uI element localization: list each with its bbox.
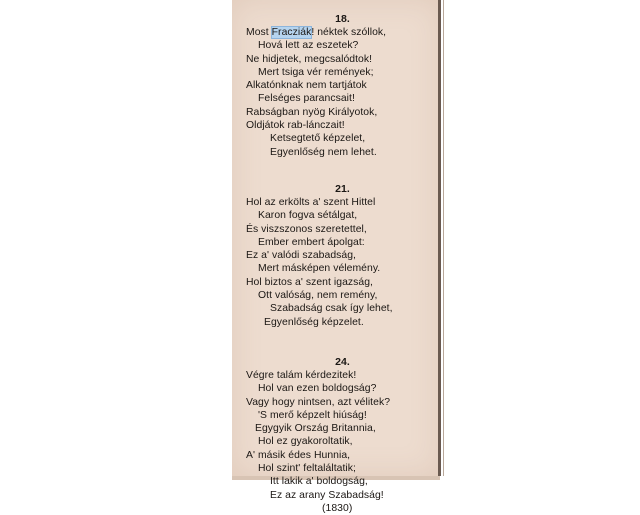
poem-line: Egyenlőség nem lehet. <box>270 146 377 158</box>
poem-line: Egygyik Ország Britannia, <box>255 423 376 435</box>
poem-line: Hol ez gyakoroltatik, <box>258 436 353 448</box>
line-text-before-highlight: Most <box>246 27 272 38</box>
poem-line: Hol van ezen boldogság? <box>258 383 377 395</box>
poem-line: Végre talám kérdezitek! <box>246 369 357 381</box>
poem-line: Mert tsiga vér remények; <box>258 66 374 78</box>
poem-line: Ott valóság, nem remény, <box>258 290 378 302</box>
poem-number: 18. <box>335 13 350 25</box>
poem-number: 24. <box>335 355 350 368</box>
poem-line: A' másik édes Hunnia, <box>246 449 351 461</box>
poem-line: Ez a' valódi szabadság, <box>246 250 356 262</box>
poem-year: (1830) <box>322 502 353 514</box>
poem-line: Egyenlőség képzelet. <box>264 316 364 328</box>
poem-line: Hol szint' feltaláltatik; <box>258 463 356 475</box>
poem-column <box>246 12 431 515</box>
poem-line: Alkatónknak nem tartjátok <box>246 80 367 92</box>
poem-line: Karon fogva sétálgat, <box>258 210 358 222</box>
poem-line: Mert másképen vélemény. <box>258 263 381 275</box>
poem-line: Hol az erkölts a' szent Hittel <box>246 196 376 208</box>
poem-line: Szabadság csak így lehet, <box>270 303 393 315</box>
poem-line: Hová lett az eszetek? <box>258 40 359 52</box>
poem-line <box>246 26 431 39</box>
page-margin-rule-thin <box>443 0 444 476</box>
poem-line: 'S merő képzelt hiúság! <box>258 409 367 421</box>
poem-line: Rabságban nyög Királyotok, <box>246 106 378 118</box>
poem-number: 21. <box>335 182 350 195</box>
poem-18 <box>246 12 431 159</box>
poem-line: Ne hidjetek, megcsalódtok! <box>246 53 373 65</box>
highlighted-word[interactable]: Fracziák <box>271 27 312 38</box>
poem-line: És viszszonos szeretettel, <box>246 223 367 235</box>
poem-line: Vagy hogy nintsen, azt vélitek? <box>246 396 391 408</box>
poem-line: Ember embert ápolgat: <box>258 236 365 248</box>
poem-line: Itt lakik a' boldogság, <box>270 476 368 488</box>
poem-line: Ketsegtető képzelet, <box>270 133 366 145</box>
poem-line: Ez az arany Szabadság! <box>270 489 384 501</box>
line-text-after-highlight: ! néktek szóllok, <box>311 27 387 38</box>
poem-line: Hol biztos a' szent igazság, <box>246 276 373 288</box>
page-margin-rule <box>438 0 441 476</box>
poem-line: Felséges parancsait! <box>258 93 355 105</box>
poem-21 <box>246 182 431 329</box>
poem-24 <box>246 355 431 515</box>
poem-line: Oldjátok rab-lánczait! <box>246 120 345 132</box>
